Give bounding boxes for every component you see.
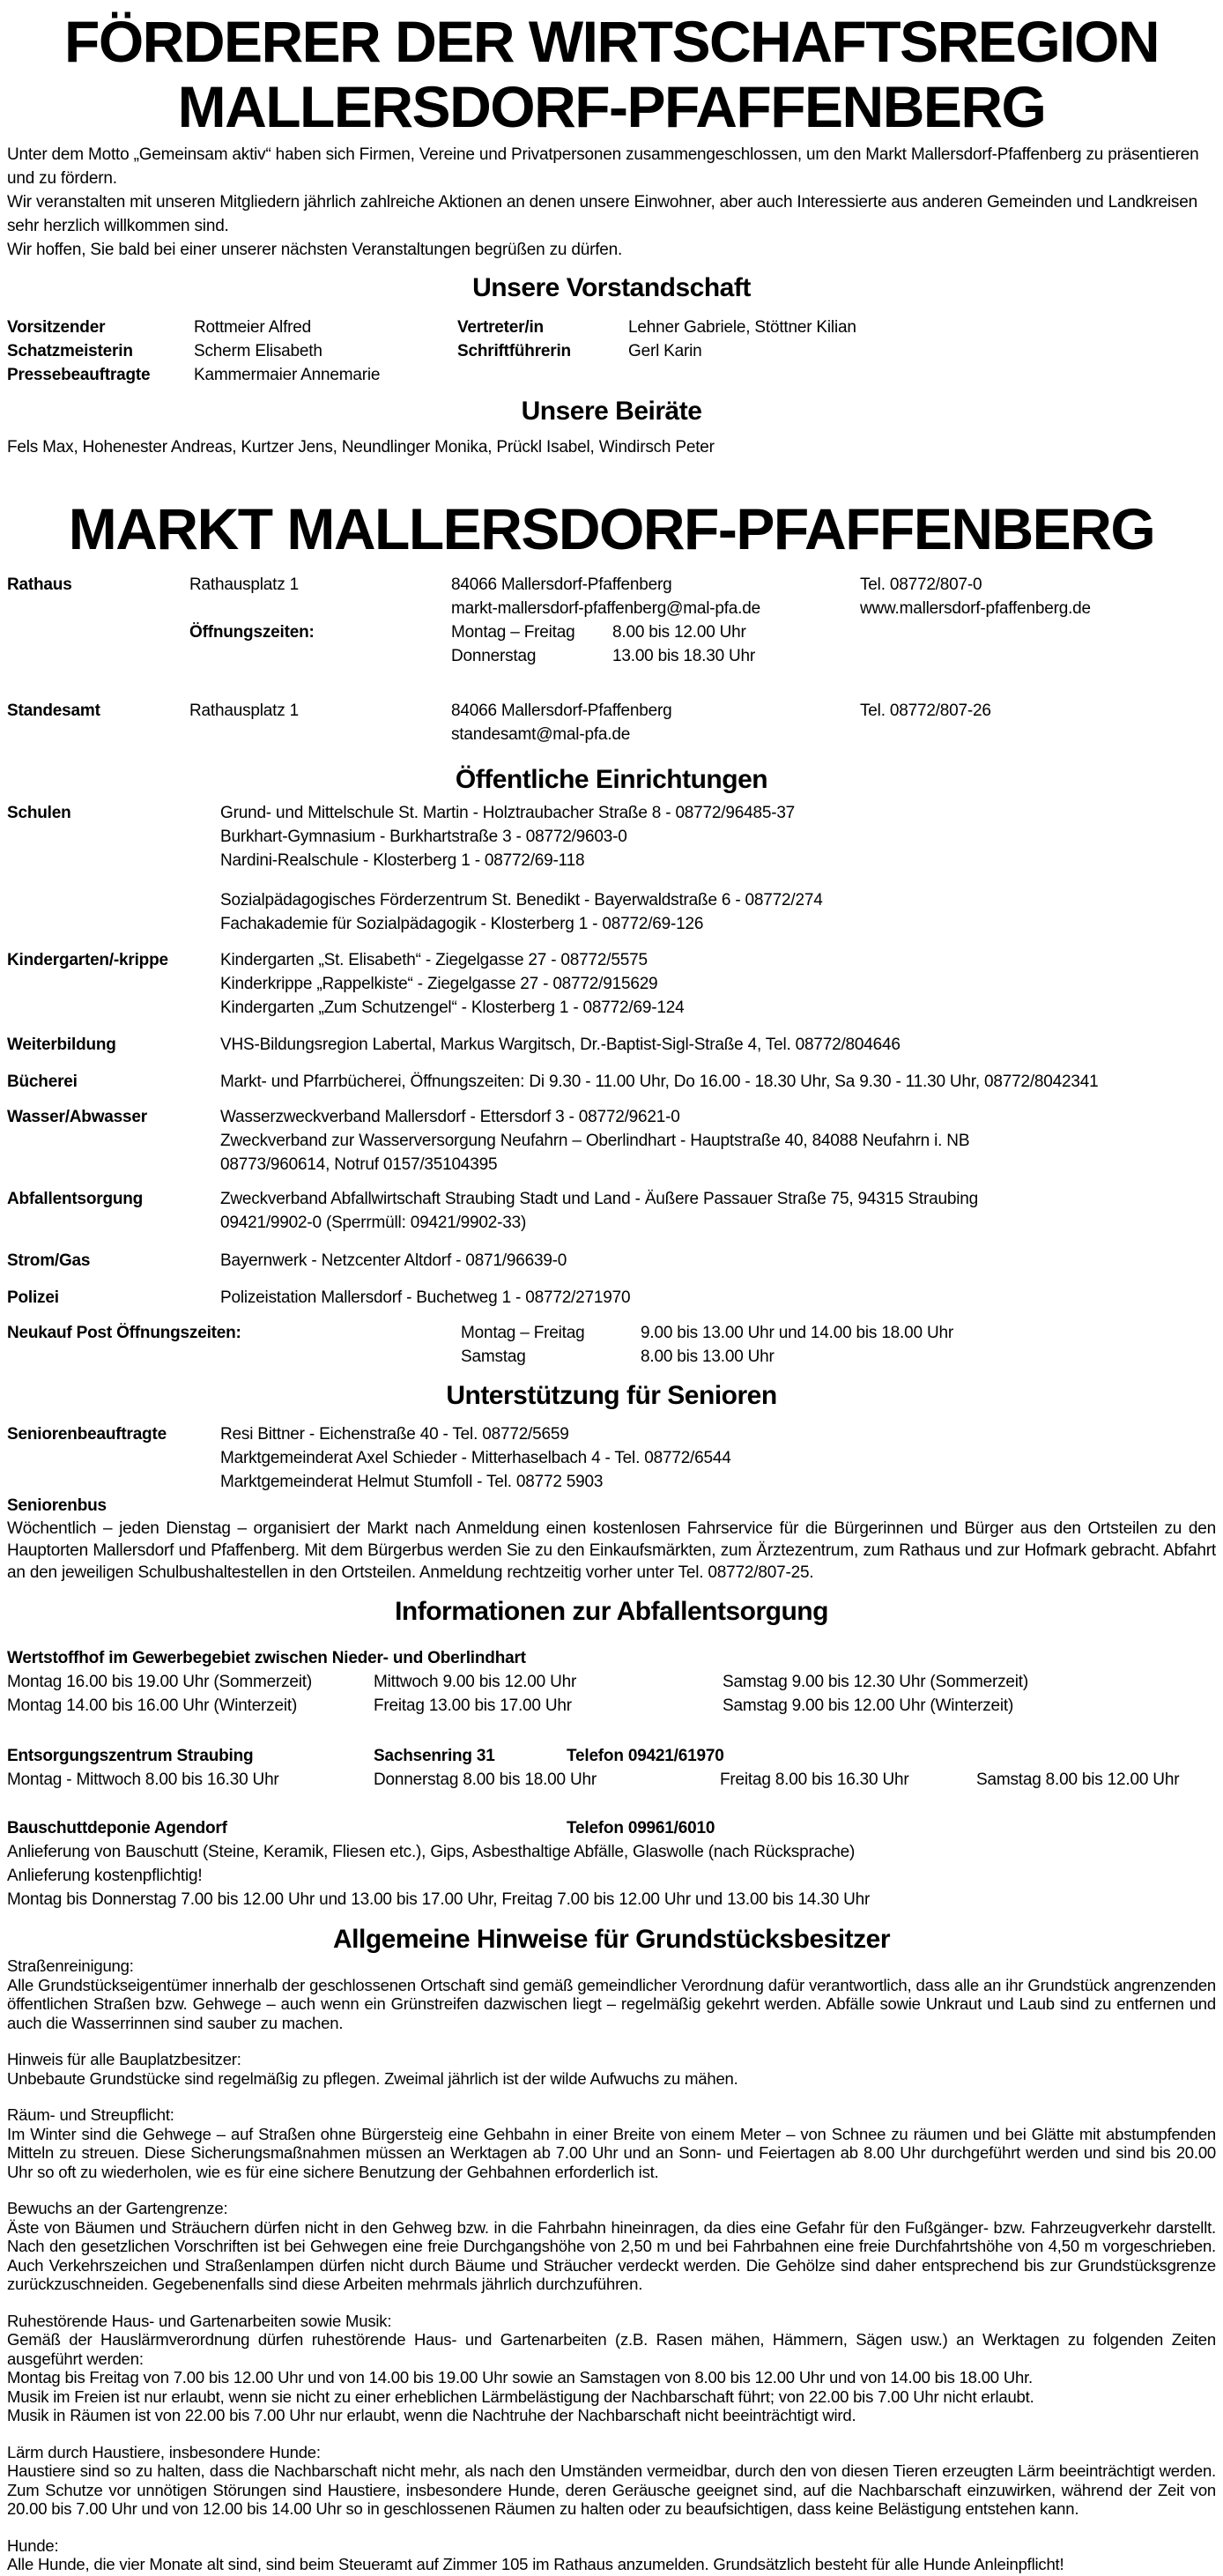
phone: Tel. 08772/807-26: [860, 702, 991, 720]
facility-row-wasser: [7, 1105, 1216, 1177]
hinweis-title: Hunde:: [7, 2535, 59, 2555]
contact-line: Marktgemeinderat Axel Schieder - Mitterhaselbach 4 - Tel. 08772/6544: [220, 1449, 731, 1467]
facility-line: Fachakademie für Sozialpädagogik - Klosterberg 1 - 08772/69-126: [220, 915, 704, 933]
role-label: Seniorenbeauftragte: [7, 1425, 167, 1444]
facility-line: Bayernwerk - Netzcenter Altdorf - 0871/96639-0: [220, 1251, 567, 1270]
section-heading-abfallinfo: Informationen zur Abfallentsorgung: [395, 1597, 828, 1626]
opening-hours-row: [451, 620, 860, 644]
table-row: [7, 699, 1216, 723]
hinweis-haustiere: [7, 2443, 1216, 2519]
hinweis-raeum-streupflicht: [7, 2105, 1216, 2181]
intro-paragraphs: [7, 143, 1216, 262]
intro-paragraph: Unter dem Motto „Gemeinsam aktiv“ haben sich Firmen, Vereine und Privatpersonen zusammengeschlossen, um den Markt Mallersdorf-Pfaffenberg zu präsentieren und zu fördern.: [7, 145, 1199, 188]
facility-line: Zweckverband Abfallwirtschaft Straubing Stadt und Land - Äußere Passauer Straße 75, 94315 Straubing: [220, 1190, 978, 1208]
hinweis-text: Montag bis Freitag von 7.00 bis 12.00 Uhr und von 14.00 bis 19.00 Uhr sowie an Samstagen von 8.00 bis 12.00 Uhr und von 14.00 bis 18.00 Uhr.: [7, 2368, 1033, 2387]
time: Samstag 9.00 bis 12.30 Uhr (Sommerzeit): [723, 1673, 1029, 1691]
seniorenbus-block: [7, 1494, 1216, 1584]
opening-hours-row: [451, 644, 860, 668]
facility-label: Schulen: [7, 804, 71, 822]
contact-line: Marktgemeinderat Helmut Stumfoll - Tel. 08772 5903: [220, 1473, 604, 1491]
info-line: Anlieferung kostenpflichtig!: [7, 1867, 203, 1885]
facility-row-kindergarten: [7, 948, 1216, 1020]
facility-row-weiterbildung: [7, 1033, 1216, 1057]
hinweis-title: Straßenreinigung:: [7, 1956, 134, 1975]
facility-row-abfallentsorgung: [7, 1187, 1216, 1235]
table-row: [7, 316, 1216, 339]
seniorenbeauftragte-block: [7, 1422, 1216, 1494]
role-label: Schriftführerin: [457, 342, 571, 360]
info-line: Anlieferung von Bauschutt (Steine, Keramik, Fliesen etc.), Gips, Asbesthaltige Abfälle, Glaswolle (nach Rücksprache): [7, 1843, 856, 1861]
place-label: Bauschuttdeponie Agendorf: [7, 1819, 227, 1837]
facility-line: Sozialpädagogisches Förderzentrum St. Benedikt - Bayerwaldstraße 6 - 08772/274: [220, 891, 823, 909]
hinweis-text: Haustiere sind so zu halten, dass die Nachbarschaft nicht mehr, als nach den Umständen vermeidbar, durch den von diesen Tieren erzeugten Lärm beeinträchtigt werden. Zum Schutze vor unnötigen Störungen sind Haustiere, insbesondere Hunde, deren Geräusche geeignet sind, auf die Nachbarschaft einzuwirken, während der Zeit von 20.00 bis 7.00 Uhr und von 12.00 bis 14.00 Uhr so in geschlossenen Räumen zu halten oder zu beaufsichtigen, dass keine Belästigung entstehen kann.: [7, 2461, 1216, 2518]
facility-line: 09421/9902-0 (Sperrmüll: 09421/9902-33): [220, 1214, 527, 1232]
section-heading-vorstandschaft: Unsere Vorstandschaft: [472, 273, 751, 302]
hinweis-text: Musik im Freien ist nur erlaubt, wenn sie nicht zu einer erheblichen Lärmbelästigung der Nachbarschaft führt; von 22.00 bis 7.00 Uhr nicht erlaubt.: [7, 2387, 1034, 2406]
role-label: Vertreter/in: [457, 318, 544, 337]
hinweis-text: Im Winter sind die Gehwege – auf Straßen ohne Bürgersteig eine Gehbahn in einer Breite von einem Meter – von Schnee zu räumen und bei Glätte mit abstumpfenden Mitteln zu streuen. Diese Sicherungsmaßnahmen müssen an Werktagen ab 7.00 Uhr und an Sonn- und Feiertagen ab 8.00 Uhr durchgeführt werden und sind bis 20.00 Uhr so oft zu wiederholen, wie es für eine sichere Benutzung der Gehbahnen erforderlich ist.: [7, 2124, 1216, 2181]
phone: Telefon 09421/61970: [567, 1747, 724, 1765]
facility-row-schulen: [7, 801, 1216, 936]
hinweis-strassenreinigung: [7, 1956, 1216, 2032]
intro-paragraph: Wir hoffen, Sie bald bei einer unserer nächsten Veranstaltungen begrüßen zu dürfen.: [7, 241, 623, 259]
facility-line: Kinderkrippe „Rappelkiste“ - Ziegelgasse 27 - 08772/915629: [220, 975, 658, 993]
hinweis-text: Gemäß der Hauslärmverordnung dürfen ruhestörende Haus- und Gartenarbeiten (z.B. Rasen mähen, Hämmern, Sägen usw.) an Werktagen zu folgenden Zeiten ausgeführt werden:: [7, 2330, 1216, 2368]
hinweis-hunde: [7, 2536, 1216, 2574]
wertstoffhof-block: [7, 1646, 1216, 1718]
time: Samstag 9.00 bis 12.00 Uhr (Winterzeit): [723, 1696, 1014, 1715]
hinweis-title: Lärm durch Haustiere, insbesondere Hunde:: [7, 2442, 321, 2461]
website: www.mallersdorf-pfaffenberg.de: [860, 599, 1091, 618]
hinweise-block: [7, 1956, 1216, 2574]
facility-lines: [220, 1187, 1216, 1235]
address: Rathausplatz 1: [189, 702, 299, 720]
page-title-line1: FÖRDERER DER WIRTSCHAFTSREGION: [64, 9, 1159, 74]
hours-label: Neukauf Post Öffnungszeiten:: [7, 1324, 241, 1342]
table-row: [7, 644, 1216, 668]
facility-label: Kindergarten/-krippe: [7, 951, 168, 969]
page-title: [7, 9, 1216, 139]
time: Montag - Mittwoch 8.00 bis 16.30 Uhr: [7, 1771, 279, 1789]
time: Donnerstag 8.00 bis 18.00 Uhr: [374, 1771, 597, 1789]
facility-line: VHS-Bildungsregion Labertal, Markus Wargitsch, Dr.-Baptist-Sigl-Straße 4, Tel. 08772/804646: [220, 1036, 901, 1054]
facility-line: Zweckverband zur Wasserversorgung Neufahrn – Oberlindhart - Hauptstraße 40, 84088 Neufahrn i. NB: [220, 1132, 970, 1150]
role-value: [628, 363, 1216, 387]
time: 9.00 bis 13.00 Uhr und 14.00 bis 18.00 Uhr: [641, 1324, 953, 1342]
time: Mittwoch 9.00 bis 12.00 Uhr: [374, 1673, 577, 1691]
hinweis-text: Äste von Bäumen und Sträuchern dürfen nicht in den Gehweg bzw. in die Fahrbahn hineinragen, da dies eine Gefahr für den Fußgänger- bzw. Fahrzeugverkehr darstellt. Nach den gesetzlichen Vorschriften ist bei Gehwegen eine freie Durchgangshöhe von 2,50 m und bei Fahrbahnen eine freie Durchfahrtshöhe von 4,50 m vorgeschrieben. Auch Verkehrszeichen und Straßenlampen dürfen nicht durch Bäume und Sträucher verdeckt werden. Die Gehölze sind daher entsprechend bis zur Grundstücksgrenze zurückzuschneiden. Gegebenenfalls sind diese Arbeiten mehrmals jährlich durchzuführen.: [7, 2217, 1216, 2293]
role-value: Gerl Karin: [628, 342, 702, 360]
role-label: [457, 363, 628, 387]
neukauf-post-block: [7, 1321, 1216, 1369]
table-row: [7, 1694, 1216, 1718]
table-row: [7, 1321, 1216, 1345]
hinweis-title: Ruhestörende Haus- und Gartenarbeiten sowie Musik:: [7, 2311, 392, 2330]
hinweis-text: Unbebaute Grundstücke sind regelmäßig zu pflegen. Zweimal jährlich ist der wilde Aufwuchs zu mähen.: [7, 2068, 738, 2088]
city: 84066 Mallersdorf-Pfaffenberg: [451, 702, 672, 720]
facility-lines: [220, 948, 1216, 1020]
section-heading-senioren: Unterstützung für Senioren: [446, 1381, 777, 1410]
place-label: Standesamt: [7, 702, 100, 720]
time: Montag 16.00 bis 19.00 Uhr (Sommerzeit): [7, 1673, 312, 1691]
time: 13.00 bis 18.30 Uhr: [612, 647, 756, 665]
facility-label: Polizei: [7, 1288, 59, 1307]
table-row: [7, 339, 1216, 363]
role-value: Lehner Gabriele, Stöttner Kilian: [628, 318, 856, 337]
table-row: [7, 573, 1216, 597]
bauschuttdeponie-block: [7, 1816, 1216, 1912]
facility-row-buecherei: [7, 1070, 1216, 1094]
address: Rathausplatz 1: [189, 575, 299, 594]
intro-paragraph: Wir veranstalten mit unseren Mitgliedern jährlich zahlreiche Aktionen an denen unsere Einwohner, aber auch Interessierte aus anderen Gemeinden und Landkreisen sehr herzlich willkommen sind.: [7, 193, 1197, 235]
hinweis-title: Bewuchs an der Gartengrenze:: [7, 2199, 228, 2217]
days: Samstag: [461, 1347, 526, 1366]
hinweis-musik: [7, 2312, 1216, 2425]
role-label: Pressebeauftragte: [7, 366, 151, 384]
hinweis-text: Alle Hunde, die vier Monate alt sind, sind beim Steueramt auf Zimmer 105 im Rathaus anzumelden. Grundsätzlich besteht für alle Hunde Anleinpflicht!: [7, 2555, 1064, 2573]
table-row: [7, 363, 1216, 387]
table-row: [7, 597, 1216, 620]
table-row: [7, 1345, 1216, 1369]
role-label: Schatzmeisterin: [7, 342, 133, 360]
table-row: [7, 1816, 1216, 1840]
days: Donnerstag: [451, 647, 537, 665]
wertstoffhof-title: Wertstoffhof im Gewerbegebiet zwischen Nieder- und Oberlindhart: [7, 1649, 526, 1667]
time: Freitag 13.00 bis 17.00 Uhr: [374, 1696, 572, 1715]
facility-row-polizei: [7, 1286, 1216, 1310]
table-row: [7, 1768, 1216, 1792]
hinweis-bewuchs: [7, 2199, 1216, 2294]
days: Montag – Freitag: [451, 623, 575, 642]
section-heading-beiraete: Unsere Beiräte: [521, 397, 702, 426]
info-line: Montag bis Donnerstag 7.00 bis 12.00 Uhr und 13.00 bis 17.00 Uhr, Freitag 7.00 bis 12.00 Uhr und 13.00 bis 14.30 Uhr: [7, 1890, 871, 1909]
city: 84066 Mallersdorf-Pfaffenberg: [451, 575, 672, 594]
days: Montag – Freitag: [461, 1324, 585, 1342]
facility-line: Grund- und Mittelschule St. Martin - Holztraubacher Straße 8 - 08772/96485-37: [220, 804, 796, 822]
section-heading-hinweise: Allgemeine Hinweise für Grundstücksbesitzer: [332, 1925, 890, 1954]
facility-line: Polizeistation Mallersdorf - Buchetweg 1 - 08772/271970: [220, 1288, 631, 1307]
contact-line: Resi Bittner - Eichenstraße 40 - Tel. 08772/5659: [220, 1425, 569, 1444]
hinweis-text: Alle Grundstückseigentümer innerhalb der geschlossenen Ortschaft sind gemäß gemeindlicher Verordnung dafür verantwortlich, dass alle an ihr Grundstück angrenzenden öffentlichen Straßen bzw. Gehwege – auch wenn ein Grünstreifen dazwischen liegt – regelmäßig gekehrt werden. Abfälle sowie Unkraut und Laub sind zu entfernen und auch die Wasserrinnen sind sauber zu machen.: [7, 1975, 1216, 2032]
table-row: [7, 723, 1216, 746]
facility-line: Kindergarten „St. Elisabeth“ - Ziegelgasse 27 - 08772/5575: [220, 951, 648, 969]
facility-label: Weiterbildung: [7, 1036, 116, 1054]
standesamt-block: [7, 699, 1216, 746]
role-label: Vorsitzender: [7, 318, 106, 337]
hinweis-bauplatz: [7, 2050, 1216, 2088]
facility-label: Wasser/Abwasser: [7, 1108, 147, 1126]
email: standesamt@mal-pfa.de: [451, 725, 631, 744]
facility-line: Kindergarten „Zum Schutzengel“ - Klosterberg 1 - 08772/69-124: [220, 998, 685, 1017]
time: Freitag 8.00 bis 16.30 Uhr: [720, 1771, 909, 1789]
hinweis-text: Musik in Räumen ist von 22.00 bis 7.00 Uhr nur erlaubt, wenn die Nachtruhe der Nachbarschaft nicht beeinträchtigt wird.: [7, 2406, 856, 2424]
section-heading-einrichtungen: Öffentliche Einrichtungen: [455, 765, 768, 794]
table-row: [7, 1744, 1216, 1768]
vorstandschaft-table: [7, 316, 1216, 387]
table-row: [7, 1670, 1216, 1694]
page-title-line2: MALLERSDORF-PFAFFENBERG: [177, 74, 1046, 139]
seniorenbus-text: Wöchentlich – jeden Dienstag – organisiert der Markt nach Anmeldung einen kostenlosen Fahrservice für die Bürgerinnen und Bürger aus den Ortsteilen zu den Hauptorten Mallersdorf und Pfaffenberg. Mit dem Bürgerbus werden Sie zu den Einkaufsmärkten, zum Ärztezentrum, zum Rathaus und zur Hofmark gebracht. Abfahrt an den jeweiligen Schulbushaltestellen in den Ortsteilen. Anmeldung rechtzeitig vorher unter Tel. 08772/807-25.: [7, 1519, 1216, 1582]
beiraete-members: Fels Max, Hohenester Andreas, Kurtzer Jens, Neundlinger Monika, Prückl Isabel, Windirsch Peter: [7, 438, 715, 457]
hinweis-title: Hinweis für alle Bauplatzbesitzer:: [7, 2050, 241, 2068]
facility-lines: [220, 1105, 1216, 1177]
facility-label: Bücherei: [7, 1073, 78, 1091]
email: markt-mallersdorf-pfaffenberg@mal-pfa.de: [451, 599, 760, 618]
table-row: [7, 620, 1216, 644]
entsorgungszentrum-block: [7, 1744, 1216, 1792]
phone: Tel. 08772/807-0: [860, 575, 982, 594]
phone: Telefon 09961/6010: [567, 1819, 715, 1837]
hinweis-title: Räum- und Streupflicht:: [7, 2105, 174, 2124]
place-label: Rathaus: [7, 575, 72, 594]
facility-line: Burkhart-Gymnasium - Burkhartstraße 3 - 08772/9603-0: [220, 828, 627, 846]
place-label: Entsorgungszentrum Straubing: [7, 1747, 254, 1765]
role-value: Scherm Elisabeth: [194, 342, 322, 360]
facility-line: Wasserzweckverband Mallersdorf - Ettersdorf 3 - 08772/9621-0: [220, 1108, 680, 1126]
time: Montag 14.00 bis 16.00 Uhr (Winterzeit): [7, 1696, 298, 1715]
facility-lines: [220, 801, 1216, 936]
role-value: Rottmeier Alfred: [194, 318, 312, 337]
facility-row-strom: [7, 1249, 1216, 1273]
facility-line: Nardini-Realschule - Klosterberg 1 - 08772/69-118: [220, 851, 585, 870]
facility-line: Markt- und Pfarrbücherei, Öffnungszeiten: Di 9.30 - 11.00 Uhr, Do 16.00 - 18.30 Uhr, Sa 9.30 - 11.30 Uhr, 08772/8042341: [220, 1073, 1099, 1091]
markt-title: MARKT MALLERSDORF-PFAFFENBERG: [68, 496, 1155, 561]
seniorenbus-label: Seniorenbus: [7, 1496, 107, 1515]
address: Sachsenring 31: [374, 1747, 495, 1765]
rathaus-block: [7, 573, 1216, 668]
role-value: Kammermaier Annemarie: [194, 366, 381, 384]
time: Samstag 8.00 bis 12.00 Uhr: [976, 1771, 1180, 1789]
time: 8.00 bis 12.00 Uhr: [612, 623, 746, 642]
contact-lines: [220, 1422, 1216, 1494]
facility-line: 08773/960614, Notruf 0157/35104395: [220, 1155, 498, 1174]
facility-label: Strom/Gas: [7, 1251, 91, 1270]
time: 8.00 bis 13.00 Uhr: [641, 1347, 775, 1366]
hours-label: Öffnungszeiten:: [189, 623, 315, 642]
facility-label: Abfallentsorgung: [7, 1190, 144, 1208]
